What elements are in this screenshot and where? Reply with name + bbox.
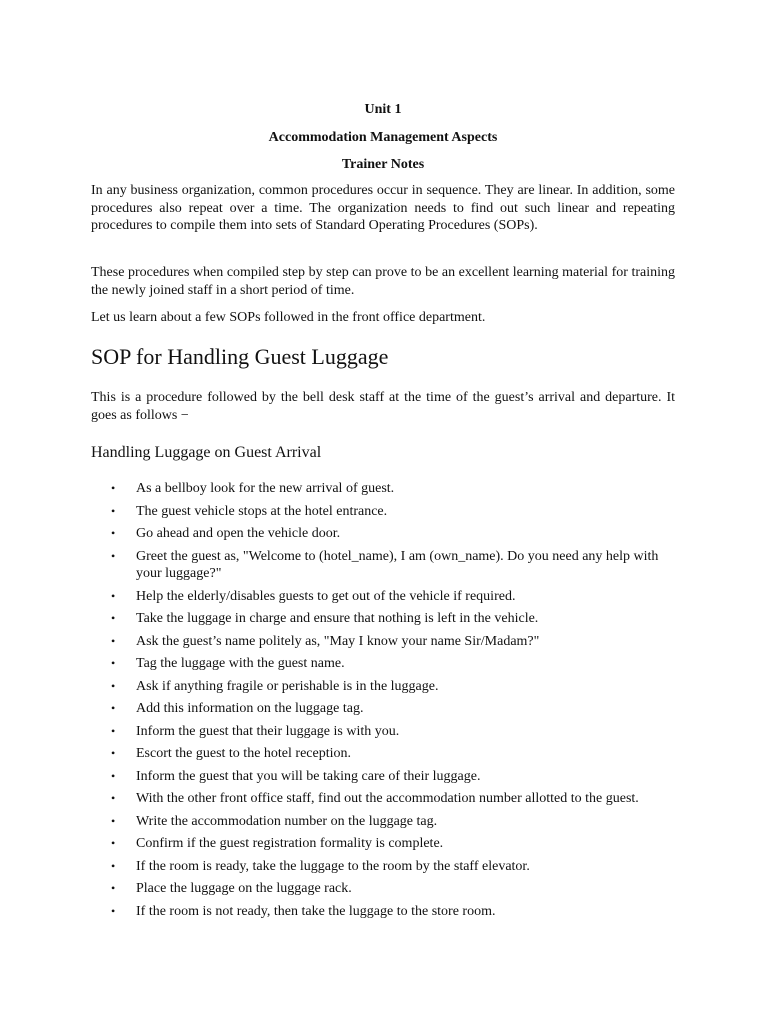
list-item-text: Add this information on the luggage tag.: [136, 701, 364, 716]
intro-paragraph-3: Let us learn about a few SOPs followed in the front office department.: [91, 310, 486, 325]
intro-paragraph-1: In any business organization, common procedures occur in sequence. They are linear. In addition, some procedures also repeat over a time. The organization needs to find out such linear and repeating procedures to compile them into sets of Standard Operating Procedures (SOPs).: [91, 183, 675, 233]
bullet-icon: •: [111, 526, 116, 540]
list-item: [91, 678, 681, 696]
bullet-icon: •: [111, 881, 116, 895]
trainer-notes-title: Trainer Notes: [341, 157, 425, 172]
list-item: [91, 835, 681, 853]
bullet-icon: •: [111, 813, 116, 828]
list-item: [91, 588, 681, 606]
arrival-subtitle: Handling Luggage on Guest Arrival: [91, 444, 322, 461]
list-item: [91, 503, 681, 521]
list-item: [91, 723, 681, 741]
list-item: [91, 700, 681, 718]
bullet-icon: •: [111, 656, 116, 670]
section-title: Accommodation Management Aspects: [268, 130, 498, 145]
list-item-text: Place the luggage on the luggage rack.: [136, 881, 352, 896]
bullet-icon: •: [111, 548, 116, 563]
list-item: [91, 880, 681, 898]
list-item-text: Inform the guest that their luggage is with you.: [136, 723, 400, 739]
list-item-text: Ask the guest’s name politely as, "May I know your name Sir/Madam?": [136, 633, 540, 649]
list-item: [91, 655, 681, 673]
arrival-steps-list: [91, 480, 681, 925]
list-item: [91, 480, 681, 498]
list-item: [91, 903, 681, 921]
list-item: [91, 548, 681, 583]
list-item-text: If the room is not ready, then take the luggage to the store room.: [136, 903, 496, 919]
list-item: [91, 745, 681, 763]
list-item-text: Go ahead and open the vehicle door.: [136, 526, 341, 541]
sop-intro-paragraph: This is a procedure followed by the bell desk staff at the time of the guest’s arrival and departure. It goes as follows −: [91, 390, 675, 423]
bullet-icon: •: [111, 503, 116, 518]
list-item-text: Ask if anything fragile or perishable is in the luggage.: [136, 678, 439, 694]
list-item: [91, 525, 681, 543]
list-item-text: The guest vehicle stops at the hotel entrance.: [136, 503, 388, 519]
intro-paragraph-2: These procedures when compiled step by step can prove to be an excellent learning material for training the newly joined staff in a short period of time.: [91, 265, 675, 298]
unit-title: Unit 1: [364, 102, 402, 117]
list-item: [91, 790, 681, 808]
list-item-text: Escort the guest to the hotel reception.: [136, 746, 351, 761]
list-item-text: With the other front office staff, find out the accommodation number allotted to the guest.: [136, 791, 639, 806]
list-item: [91, 633, 681, 651]
list-item-text: Confirm if the guest registration formality is complete.: [136, 836, 444, 851]
sop-title: SOP for Handling Guest Luggage: [91, 344, 389, 369]
bullet-icon: •: [111, 481, 116, 495]
bullet-icon: •: [111, 633, 116, 648]
list-item-text: If the room is ready, take the luggage to the room by the staff elevator.: [136, 858, 530, 874]
bullet-icon: •: [111, 791, 116, 805]
bullet-icon: •: [111, 611, 116, 625]
list-item: [91, 768, 681, 786]
bullet-icon: •: [111, 903, 116, 918]
bullet-icon: •: [111, 768, 116, 783]
list-item: [91, 858, 681, 876]
list-item: [91, 813, 681, 831]
bullet-icon: •: [111, 588, 116, 603]
bullet-icon: •: [111, 678, 116, 693]
list-item: [91, 610, 681, 628]
list-item-text: Greet the guest as, "Welcome to (hotel_name), I am (own_name). Do you need any help with your luggage?": [136, 548, 659, 581]
bullet-icon: •: [111, 836, 116, 850]
list-item-text: Take the luggage in charge and ensure that nothing is left in the vehicle.: [136, 611, 539, 626]
bullet-icon: •: [111, 746, 116, 760]
bullet-icon: •: [111, 723, 116, 738]
bullet-icon: •: [111, 858, 116, 873]
list-item-text: Help the elderly/disables guests to get out of the vehicle if required.: [136, 588, 516, 604]
bullet-icon: •: [111, 701, 116, 715]
list-item-text: As a bellboy look for the new arrival of guest.: [136, 481, 395, 496]
list-item-text: Write the accommodation number on the luggage tag.: [136, 813, 438, 829]
list-item-text: Tag the luggage with the guest name.: [136, 656, 345, 671]
list-item-text: Inform the guest that you will be taking care of their luggage.: [136, 768, 481, 784]
